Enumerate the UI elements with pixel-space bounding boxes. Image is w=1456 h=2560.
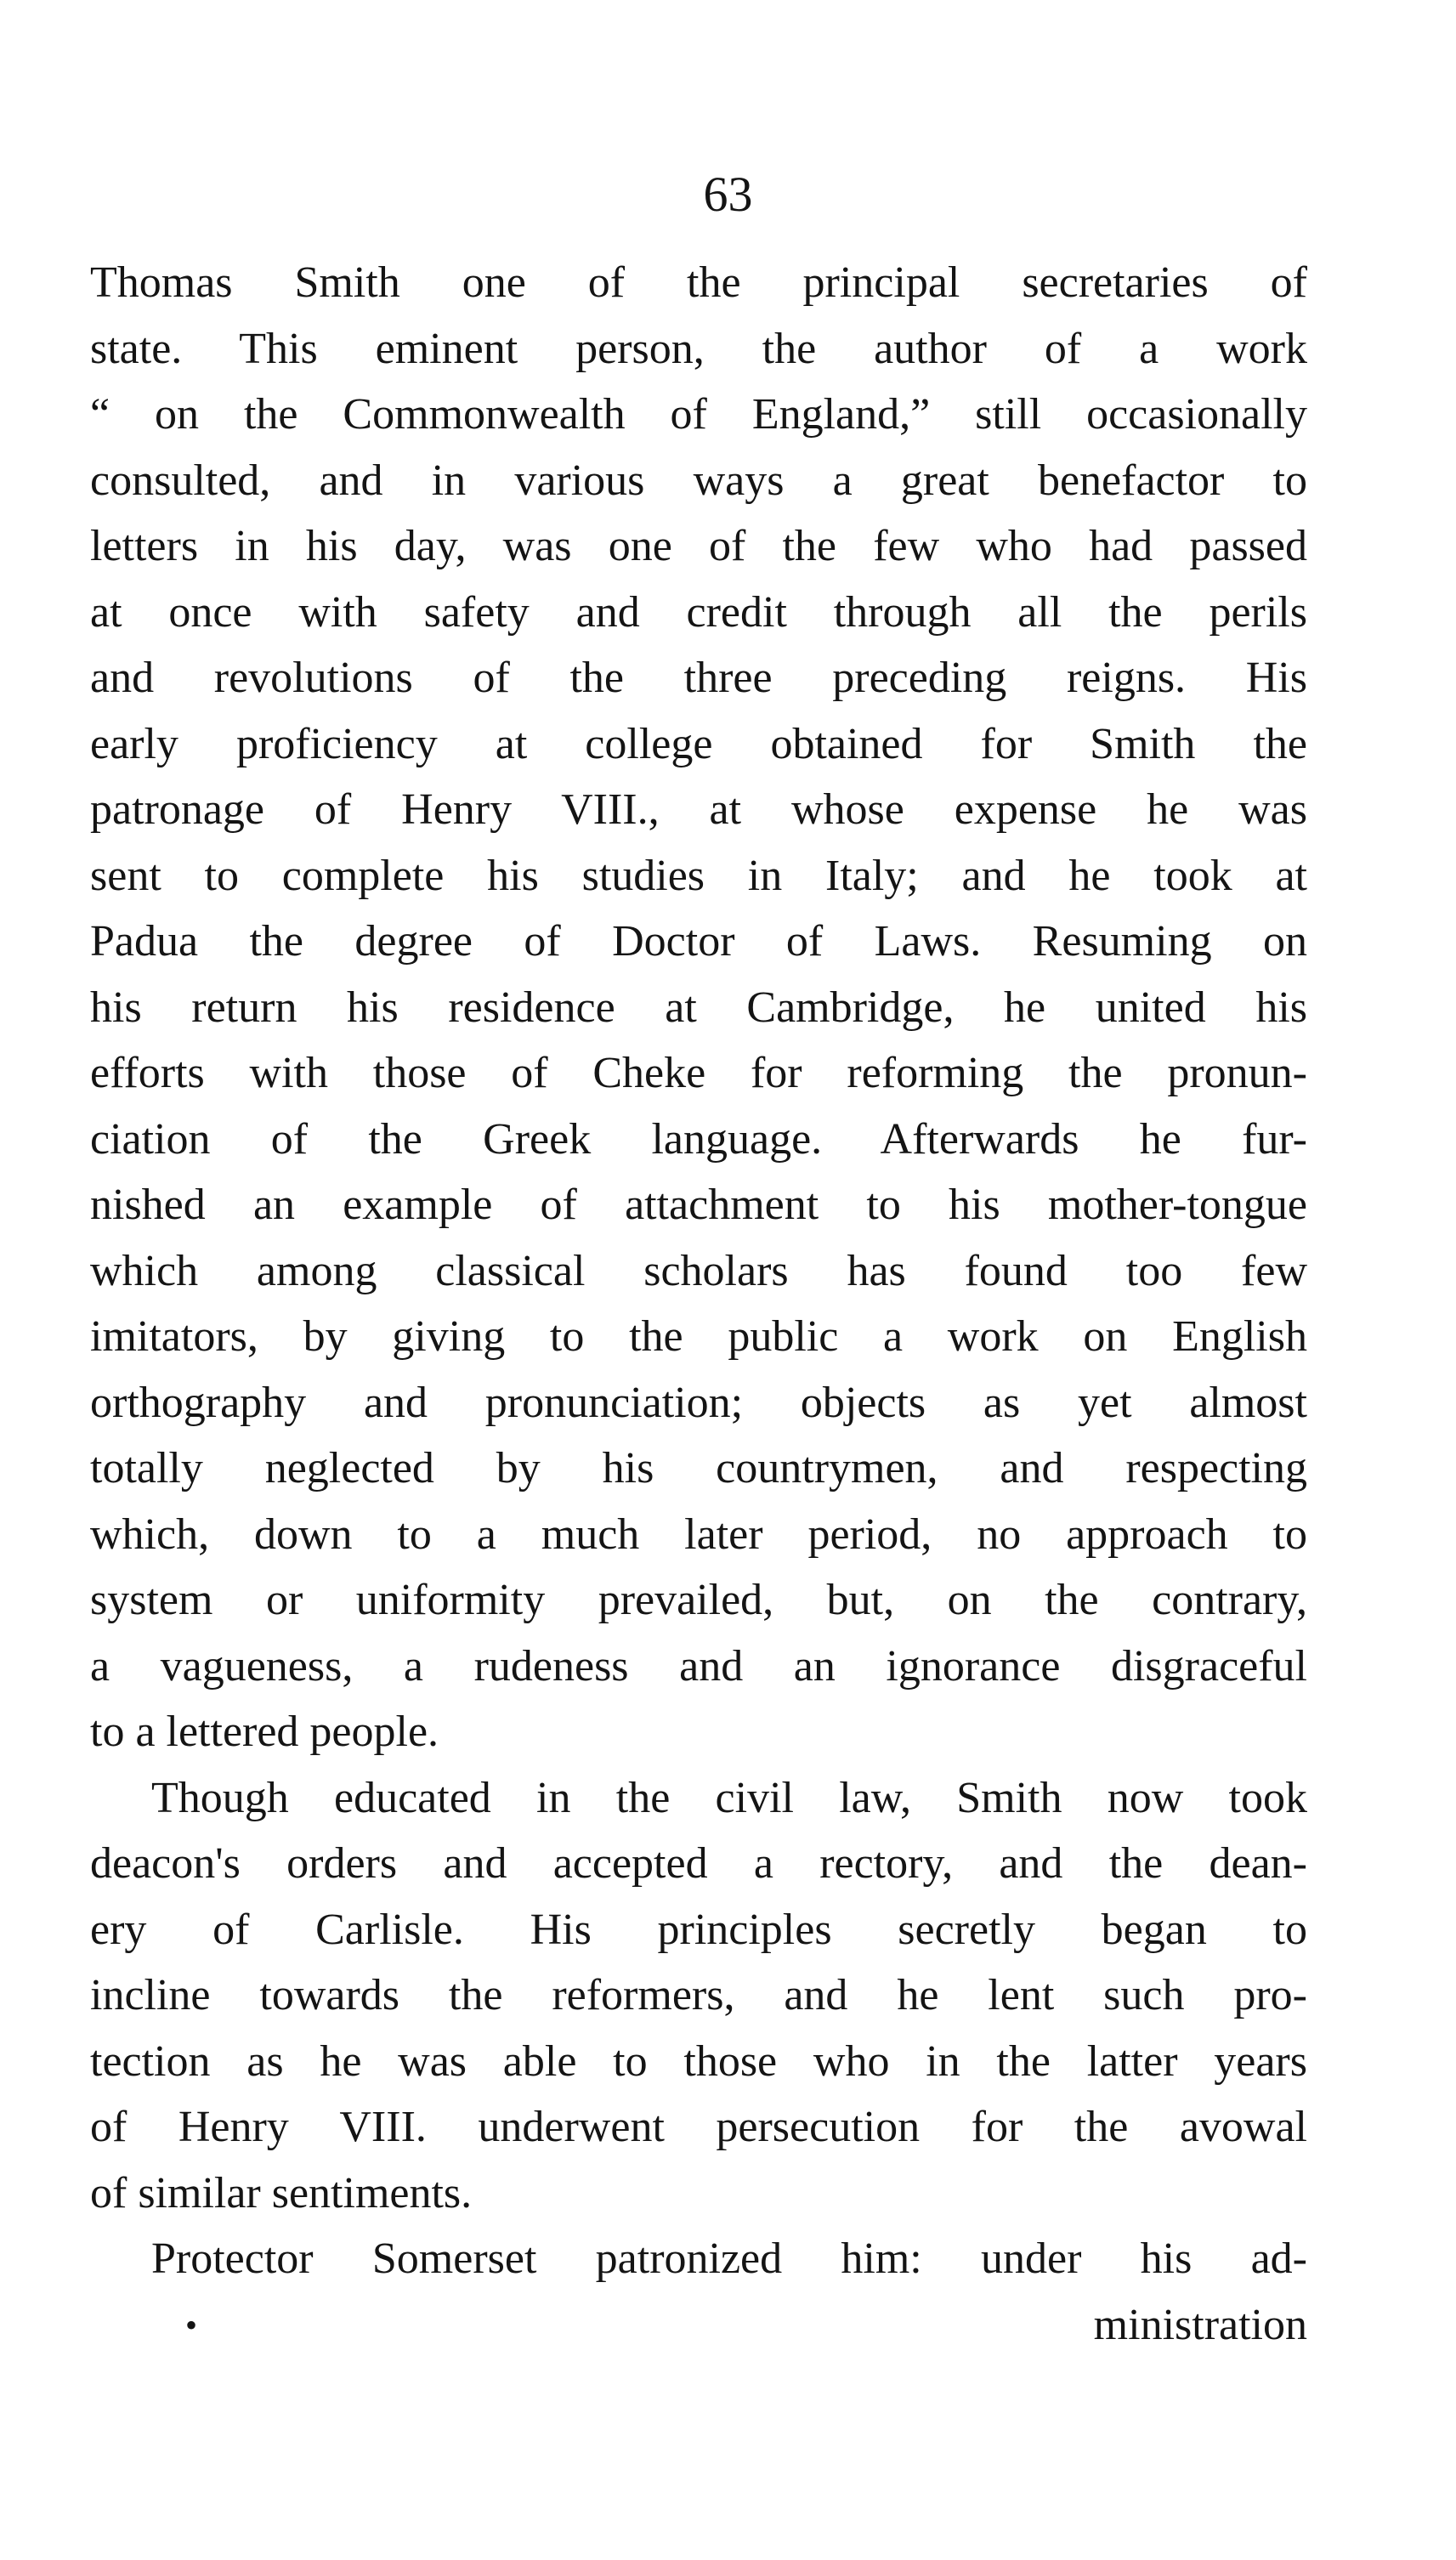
text-line: consulted, and in various ways a great benefactor to	[90, 456, 1307, 505]
catchword-row	[90, 2292, 1307, 2359]
text-line: incline towards the reformers, and he lent such pro-	[90, 1971, 1307, 2019]
text-line: imitators, by giving to the public a work on English	[90, 1312, 1307, 1361]
text-line: ery of Carlisle. His principles secretly began to	[90, 1905, 1307, 1954]
text-line: of similar sentiments.	[90, 2168, 473, 2217]
page-number: 63	[703, 167, 753, 222]
text-line: patronage of Henry VIII., at whose expense he was	[90, 785, 1307, 834]
text-line: which, down to a much later period, no approach to	[90, 1509, 1307, 1559]
text-line: deacon's orders and accepted a rectory, and the dean-	[90, 1839, 1307, 1888]
text-line: system or uniformity prevailed, but, on the contrary,	[90, 1576, 1307, 1624]
text-line: early proficiency at college obtained for Smith the	[90, 719, 1307, 768]
text-line: ciation of the Greek language. Afterwards he fur-	[90, 1114, 1307, 1164]
text-line: Thomas Smith one of the principal secretaries of	[90, 258, 1307, 307]
text-line: “ on the Commonwealth of England,” still occasionally	[90, 390, 1307, 439]
text-line: state. This eminent person, the author of a work	[90, 324, 1307, 373]
text-line: which among classical scholars has found too few	[90, 1246, 1307, 1295]
text-line: Padua the degree of Doctor of Laws. Resuming on	[90, 917, 1307, 966]
text-line: nished an example of attachment to his mother-tongue	[90, 1181, 1307, 1229]
text-line: sent to complete his studies in Italy; and he took at	[90, 851, 1307, 900]
catchword: ministration	[1093, 2300, 1307, 2349]
text-line: a vagueness, a rudeness and an ignorance disgraceful	[90, 1641, 1307, 1691]
text-line: Protector Somerset patronized him: under his ad-	[151, 2234, 1307, 2283]
text-line: to a lettered people.	[90, 1708, 439, 1756]
bullet-mark: •	[185, 2305, 198, 2344]
text-line: orthography and pronunciation; objects as yet almost	[90, 1378, 1307, 1427]
text-line: tection as he was able to those who in the latter years	[90, 2036, 1307, 2086]
text-line: his return his residence at Cambridge, he united his	[90, 983, 1307, 1032]
text-line: and revolutions of the three preceding reigns. His	[90, 654, 1307, 702]
text-line: efforts with those of Cheke for reforming the pronun-	[90, 1049, 1307, 1097]
text-line: letters in his day, was one of the few who had passed	[90, 522, 1307, 570]
text-line: Though educated in the civil law, Smith now took	[151, 1773, 1307, 1822]
text-line: at once with safety and credit through all the perils	[90, 587, 1307, 637]
body-text	[90, 250, 1307, 2358]
text-line: of Henry VIII. underwent persecution for the avowal	[90, 2103, 1307, 2151]
text-line: totally neglected by his countrymen, and respecting	[90, 1444, 1307, 1492]
